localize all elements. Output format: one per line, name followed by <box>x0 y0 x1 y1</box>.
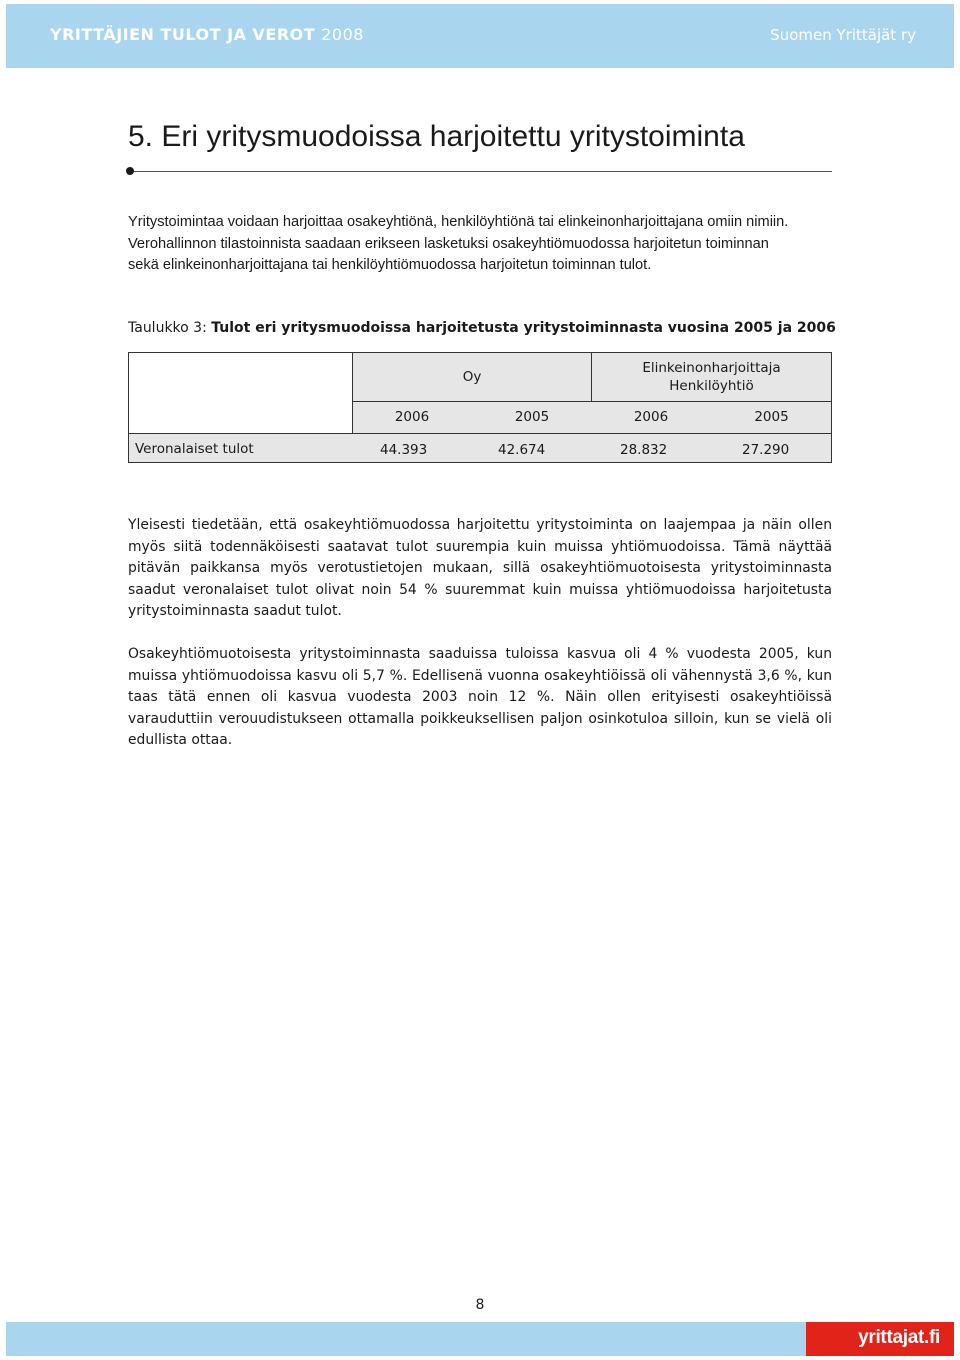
intro-paragraph <box>128 212 838 277</box>
table-header-other-label-1: Elinkeinonharjoittaja <box>642 360 781 376</box>
table-cell: 42.674 <box>498 442 546 458</box>
table-header-oy-label: Oy <box>462 369 482 385</box>
table-caption-title: Tulot eri yritysmuodoissa harjoitetusta yritystoiminnasta vuosina 2005 ja 2006 <box>211 320 836 336</box>
title-bullet-icon <box>126 167 134 175</box>
page-number: 8 <box>475 1297 485 1313</box>
table-year: 2005 <box>754 409 789 425</box>
intro-line: sekä elinkeinonharjoittajana tai henkilöyhtiömuodossa harjoitetun toiminnan tulot. <box>128 257 652 273</box>
table-caption-prefix: Taulukko 3: <box>128 320 207 336</box>
publication-title <box>50 25 364 44</box>
table-cell: 27.290 <box>742 442 790 458</box>
table-year: 2006 <box>633 409 669 425</box>
body-paragraph: Osakeyhtiömuotoisesta yritystoiminnasta saaduissa tuloissa kasvua oli 4 % vuodesta 2005, kun muissa yhtiömuodoissa kasvu oli 5,7 %. Edellisenä vuonna osakeyhtiöissä oli vähennystä 3,6 %, kun taas tätä ennen oli kasvua vuodesta 2003 noin 12 %. Näin ollen erityisesti osakeyhtiöissä varauduttiin verouudistukseen ottamalla poikkeuksellisen paljon osinkotuloa silloin, kun se vielä oli edullista ottaa. <box>128 646 832 748</box>
table-corner-cell <box>128 352 353 434</box>
intro-line: Verohallinnon tilastoinnista saadaan erikseen lasketuksi osakeyhtiömuodossa harjoitetun toiminnan <box>128 235 769 252</box>
table-cell: 28.832 <box>620 442 668 458</box>
table-row-label: Veronalaiset tulot <box>135 441 254 457</box>
organization-name: Suomen Yrittäjät ry <box>770 26 916 44</box>
footer-logo[interactable] <box>806 1322 954 1356</box>
table-header-other-label-2: Henkilöyhtiö <box>669 378 754 394</box>
title-divider <box>134 171 832 172</box>
publication-title-text: YRITTÄJIEN TULOT JA VEROT <box>50 25 316 44</box>
table-cell: 44.393 <box>380 442 428 458</box>
footer-logo-text: yrittajat.fi <box>858 1327 940 1348</box>
body-paragraph: Yleisesti tiedetään, että osakeyhtiömuodossa harjoitettu yritystoiminta on laajempaa ja näin ollen myös siitä todennäköisesti saatavat tulot suurempia kuin muissa yhtiömuodoissa. Tämä näyttää pitävän paikkansa myös verotustietojen mukaan, sillä osakeyhtiömuotoisesta yritystoiminnasta saadut veronalaiset tulot olivat noin 54 % suuremmat kuin muissa yhtiömuodoissa harjoitetusta yritystoiminnasta saadut tulot. <box>128 517 832 619</box>
publication-year: 2008 <box>321 25 364 44</box>
page-title: 5. Eri yritysmuodoissa harjoitettu yritystoiminta <box>128 120 745 153</box>
table-caption <box>128 320 836 336</box>
intro-line: Yritystoimintaa voidaan harjoittaa osakeyhtiönä, henkilöyhtiönä tai elinkeinonharjoittajana omiin nimiin. <box>128 214 789 230</box>
table-year: 2006 <box>394 409 430 425</box>
table-year: 2005 <box>514 409 550 425</box>
